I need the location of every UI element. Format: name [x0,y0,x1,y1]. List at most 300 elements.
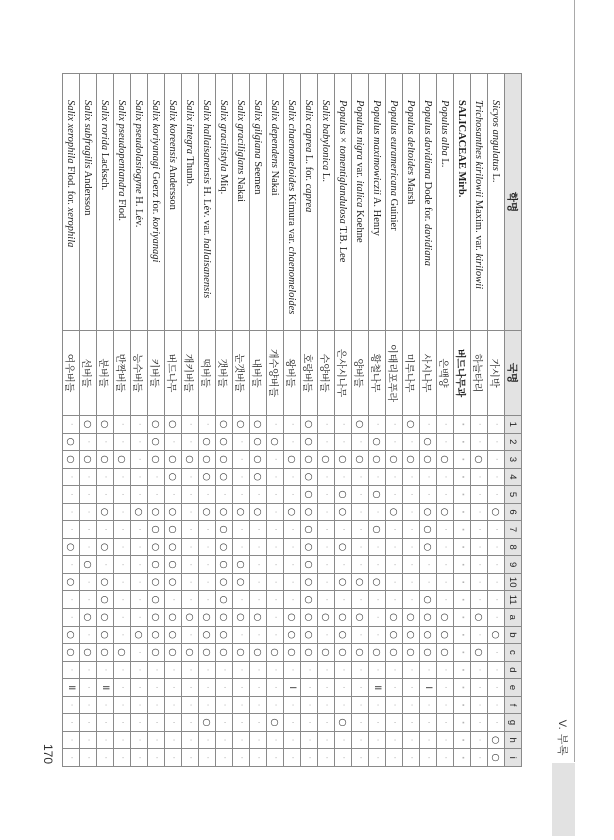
value-cell-f: · [386,696,403,714]
value-cell-e: · [182,679,199,697]
value-cell-e: · [148,679,165,697]
value-cell-7: · [182,521,199,539]
value-cell-i: · [63,749,80,767]
korean-name-cell: 은백양 [437,331,454,416]
value-cell-6: · [318,503,335,521]
value-cell-7: · [97,521,114,539]
value-cell-9: · [420,556,437,574]
value-cell-3: ○ [369,451,386,469]
value-cell-c: ○ [437,644,454,662]
value-cell-11: · [267,591,284,609]
value-cell-7: · [437,521,454,539]
value-cell-8: · [131,538,148,556]
column-header-2: 2 [505,433,522,451]
value-cell-4: · [403,468,420,486]
value-cell-3: ○ [114,451,131,469]
species-row [63,74,80,767]
value-cell-3: · [454,451,471,469]
value-cell-1: ○ [97,416,114,434]
value-cell-6: ○ [284,503,301,521]
column-header-c: c [505,644,522,662]
value-cell-d: · [80,661,97,679]
scientific-name-cell: Salix chaenomeloides Kimura var. chaenomeloides [284,74,301,331]
value-cell-10: · [131,573,148,591]
korean-name-cell: 분버들 [97,331,114,416]
value-cell-5: ○ [301,486,318,504]
column-header-11: 11 [505,591,522,609]
species-row [182,74,199,767]
value-cell-9: · [250,556,267,574]
value-cell-i: · [148,749,165,767]
value-cell-8: · [114,538,131,556]
value-cell-f: · [437,696,454,714]
value-cell-7: · [335,521,352,539]
value-cell-6: ○ [437,503,454,521]
value-cell-1: ○ [403,416,420,434]
value-cell-a: ○ [437,609,454,627]
korean-name-cell: 여우버들 [63,331,80,416]
value-cell-b: ○ [148,626,165,644]
value-cell-11: · [335,591,352,609]
scientific-name-cell: Sicyos angulatus L. [488,74,505,331]
value-cell-6: ○ [335,503,352,521]
value-cell-6: ○ [216,503,233,521]
value-cell-2: · [233,433,250,451]
value-cell-b: · [233,626,250,644]
value-cell-1: · [386,416,403,434]
column-header-g: g [505,714,522,732]
value-cell-10: ○ [301,573,318,591]
value-cell-6: ○ [165,503,182,521]
value-cell-9: · [437,556,454,574]
value-cell-e: · [131,679,148,697]
value-cell-4: ○ [301,468,318,486]
value-cell-g: · [386,714,403,732]
value-cell-d: · [386,661,403,679]
value-cell-a: ○ [284,609,301,627]
value-cell-i: ○ [488,749,505,767]
value-cell-2: ○ [216,433,233,451]
value-cell-2: · [488,433,505,451]
value-cell-d: · [318,661,335,679]
value-cell-3: ○ [335,451,352,469]
value-cell-11: · [386,591,403,609]
value-cell-c: ○ [471,644,488,662]
value-cell-10: ○ [63,573,80,591]
value-cell-f: · [318,696,335,714]
value-cell-a: · [488,609,505,627]
value-cell-e: II [97,679,114,697]
value-cell-h: · [420,731,437,749]
column-header-9: 9 [505,556,522,574]
value-cell-11: ○ [97,591,114,609]
value-cell-8: · [233,538,250,556]
value-cell-g: · [369,714,386,732]
value-cell-1: · [369,416,386,434]
value-cell-d: · [182,661,199,679]
value-cell-h: · [352,731,369,749]
value-cell-g: · [114,714,131,732]
value-cell-b: ○ [488,626,505,644]
value-cell-9: · [131,556,148,574]
scientific-name-cell: Salix caprea L. for. caprea [301,74,318,331]
value-cell-7: · [131,521,148,539]
value-cell-3: · [233,451,250,469]
value-cell-8: ○ [420,538,437,556]
value-cell-4: · [437,468,454,486]
value-cell-8: · [386,538,403,556]
value-cell-10: · [182,573,199,591]
value-cell-d: · [165,661,182,679]
value-cell-2: · [182,433,199,451]
value-cell-9: ○ [148,556,165,574]
value-cell-a: ○ [335,609,352,627]
scientific-name-cell: Salix gilgiana Seemen [250,74,267,331]
column-header-a: a [505,609,522,627]
value-cell-f: · [148,696,165,714]
value-cell-i: · [318,749,335,767]
value-cell-5: · [80,486,97,504]
scientific-name-cell: Populus euramericana Guinier [386,74,403,331]
page-number: 170 [41,744,55,765]
value-cell-a: ○ [182,609,199,627]
value-cell-3: ○ [63,451,80,469]
value-cell-1: · [471,416,488,434]
value-cell-a: ○ [199,609,216,627]
value-cell-11: · [165,591,182,609]
value-cell-e: · [318,679,335,697]
value-cell-3: ○ [386,451,403,469]
value-cell-i: · [114,749,131,767]
column-header-e: e [505,679,522,697]
value-cell-8: · [352,538,369,556]
value-cell-e: · [250,679,267,697]
species-row [148,74,165,767]
value-cell-a: ○ [403,609,420,627]
value-cell-b: · [267,626,284,644]
value-cell-f: · [369,696,386,714]
value-cell-7: · [318,521,335,539]
value-cell-h: · [216,731,233,749]
value-cell-11: · [114,591,131,609]
value-cell-c: · [454,644,471,662]
value-cell-9: · [352,556,369,574]
korean-name-cell: 가시박 [488,331,505,416]
value-cell-1: ○ [165,416,182,434]
header-row [505,74,522,767]
value-cell-5: · [454,486,471,504]
value-cell-b: ○ [63,626,80,644]
value-cell-1: · [454,416,471,434]
value-cell-8: · [403,538,420,556]
korean-name-cell: 양버들 [352,331,369,416]
value-cell-6: ○ [488,503,505,521]
species-row [488,74,505,767]
species-row [284,74,301,767]
value-cell-h: · [318,731,335,749]
scientific-name-cell: Populus deltoides Marsh [403,74,420,331]
value-cell-8: · [267,538,284,556]
value-cell-3: ○ [216,451,233,469]
species-row [233,74,250,767]
value-cell-9: ○ [301,556,318,574]
value-cell-2: · [437,433,454,451]
value-cell-i: · [250,749,267,767]
value-cell-g: · [454,714,471,732]
value-cell-h: · [63,731,80,749]
value-cell-7: · [403,521,420,539]
value-cell-4: · [131,468,148,486]
value-cell-7: ○ [420,521,437,539]
value-cell-i: · [386,749,403,767]
value-cell-4: · [471,468,488,486]
value-cell-8: · [318,538,335,556]
value-cell-7: · [488,521,505,539]
value-cell-g: · [420,714,437,732]
scientific-name-cell: SALICACEAE Mirb. [454,74,471,331]
scientific-name-cell: Populus nigra var. italica Koehne [352,74,369,331]
value-cell-f: · [63,696,80,714]
value-cell-2: · [335,433,352,451]
value-cell-4: · [267,468,284,486]
value-cell-5: · [471,486,488,504]
value-cell-h: · [233,731,250,749]
value-cell-i: · [131,749,148,767]
value-cell-4: · [318,468,335,486]
value-cell-3: ○ [437,451,454,469]
value-cell-10: · [284,573,301,591]
value-cell-9: ○ [233,556,250,574]
value-cell-6: · [403,503,420,521]
value-cell-3: ○ [403,451,420,469]
value-cell-3: ○ [165,451,182,469]
value-cell-9: · [335,556,352,574]
value-cell-7: · [352,521,369,539]
value-cell-11: ○ [216,591,233,609]
value-cell-6: ○ [250,503,267,521]
species-row [403,74,420,767]
value-cell-f: · [165,696,182,714]
value-cell-c: · [131,644,148,662]
value-cell-b: ○ [420,626,437,644]
value-cell-e: · [165,679,182,697]
value-cell-8: ○ [301,538,318,556]
value-cell-h: · [386,731,403,749]
value-cell-10: ○ [352,573,369,591]
value-cell-e: II [63,679,80,697]
korean-name-cell: 미루나무 [403,331,420,416]
column-header-8: 8 [505,538,522,556]
value-cell-9: · [97,556,114,574]
value-cell-h: · [114,731,131,749]
value-cell-d: · [63,661,80,679]
value-cell-2: · [318,433,335,451]
korean-name-cell: 사시나무 [420,331,437,416]
value-cell-f: · [454,696,471,714]
value-cell-5: · [182,486,199,504]
value-cell-6: · [63,503,80,521]
value-cell-e: · [301,679,318,697]
species-row [301,74,318,767]
value-cell-a: · [131,609,148,627]
value-cell-h: · [182,731,199,749]
value-cell-8: · [80,538,97,556]
value-cell-2: · [165,433,182,451]
value-cell-3: · [488,451,505,469]
column-header-d: d [505,661,522,679]
value-cell-d: · [97,661,114,679]
value-cell-5: · [267,486,284,504]
value-cell-3: ○ [301,451,318,469]
value-cell-g: · [250,714,267,732]
value-cell-2: · [471,433,488,451]
value-cell-9: · [471,556,488,574]
value-cell-e: · [199,679,216,697]
value-cell-f: · [97,696,114,714]
value-cell-i: · [420,749,437,767]
value-cell-1: · [318,416,335,434]
value-cell-2: · [386,433,403,451]
value-cell-7: · [63,521,80,539]
value-cell-4: · [386,468,403,486]
scientific-name-cell: Salix subfragilis Andersson [80,74,97,331]
value-cell-3: · [267,451,284,469]
scientific-name-cell: Populus maximowiczii A. Henry [369,74,386,331]
value-cell-1: · [437,416,454,434]
column-header-i: i [505,749,522,767]
value-cell-5: ○ [335,486,352,504]
scientific-name-cell: Salix dependens Nakai [267,74,284,331]
value-cell-h: · [471,731,488,749]
value-cell-3: ○ [284,451,301,469]
scientific-name-cell: Salix xerophila Flod. for. xerophila [63,74,80,331]
species-row [318,74,335,767]
value-cell-10: ○ [165,573,182,591]
korean-name-cell: 내버들 [250,331,267,416]
species-row [216,74,233,767]
korean-name-cell: 눈갯버들 [233,331,250,416]
value-cell-e: II [369,679,386,697]
value-cell-6: · [352,503,369,521]
value-cell-9: · [182,556,199,574]
value-cell-10: ○ [369,573,386,591]
value-cell-b: ○ [165,626,182,644]
value-cell-7: ○ [148,521,165,539]
value-cell-g: · [437,714,454,732]
scientific-name-cell: Salix rorida Lacksch. [97,74,114,331]
value-cell-7: · [454,521,471,539]
value-cell-8: · [454,538,471,556]
value-cell-5: ○ [369,486,386,504]
species-row [199,74,216,767]
value-cell-g: ○ [267,714,284,732]
value-cell-f: · [267,696,284,714]
korean-name-cell: 호랑버들 [301,331,318,416]
value-cell-d: · [233,661,250,679]
value-cell-f: · [250,696,267,714]
value-cell-h: · [454,731,471,749]
scientific-name-cell: Salix pseudolasiogyne H. Lév. [131,74,148,331]
value-cell-b: ○ [97,626,114,644]
value-cell-c: ○ [182,644,199,662]
value-cell-10: ○ [97,573,114,591]
species-row [437,74,454,767]
value-cell-2: · [352,433,369,451]
value-cell-8: · [250,538,267,556]
value-cell-4: · [63,468,80,486]
value-cell-4: · [114,468,131,486]
value-cell-c: ○ [267,644,284,662]
value-cell-9: ○ [216,556,233,574]
section-label: V. 부록 [556,719,568,756]
value-cell-e: · [488,679,505,697]
value-cell-h: · [199,731,216,749]
value-cell-g: · [233,714,250,732]
value-cell-7: · [284,521,301,539]
value-cell-f: · [80,696,97,714]
value-cell-h: · [369,731,386,749]
value-cell-c: ○ [233,644,250,662]
value-cell-4: · [148,468,165,486]
value-cell-3: ○ [471,451,488,469]
value-cell-6: ○ [386,503,403,521]
value-cell-6: ○ [301,503,318,521]
value-cell-f: · [114,696,131,714]
value-cell-e: · [352,679,369,697]
value-cell-c: ○ [335,644,352,662]
value-cell-9: · [454,556,471,574]
value-cell-a: ○ [471,609,488,627]
value-cell-11: ○ [148,591,165,609]
value-cell-d: · [352,661,369,679]
value-cell-6: ○ [420,503,437,521]
value-cell-c: ○ [216,644,233,662]
column-header-3: 3 [505,451,522,469]
species-row [114,74,131,767]
value-cell-f: · [352,696,369,714]
value-cell-5: · [284,486,301,504]
value-cell-a: · [267,609,284,627]
value-cell-11: · [182,591,199,609]
value-cell-6: ○ [199,503,216,521]
value-cell-9: · [386,556,403,574]
value-cell-5: · [352,486,369,504]
value-cell-1: ○ [250,416,267,434]
value-cell-4: ○ [199,468,216,486]
value-cell-5: · [148,486,165,504]
value-cell-10: · [420,573,437,591]
scientific-name-cell: Populus × tomentiglandulosa T.B. Lee [335,74,352,331]
value-cell-d: · [403,661,420,679]
value-cell-5: · [250,486,267,504]
value-cell-4: · [284,468,301,486]
value-cell-a: ○ [352,609,369,627]
korean-name-cell: 수양버들 [318,331,335,416]
value-cell-8: · [437,538,454,556]
value-cell-g: · [301,714,318,732]
value-cell-1: ○ [352,416,369,434]
value-cell-f: · [182,696,199,714]
value-cell-4: · [369,468,386,486]
value-cell-b: ○ [199,626,216,644]
value-cell-1: · [267,416,284,434]
value-cell-f: · [284,696,301,714]
value-cell-h: · [80,731,97,749]
korean-name-cell: 능수버들 [131,331,148,416]
value-cell-3: ○ [199,451,216,469]
value-cell-d: · [148,661,165,679]
column-header-4: 4 [505,468,522,486]
